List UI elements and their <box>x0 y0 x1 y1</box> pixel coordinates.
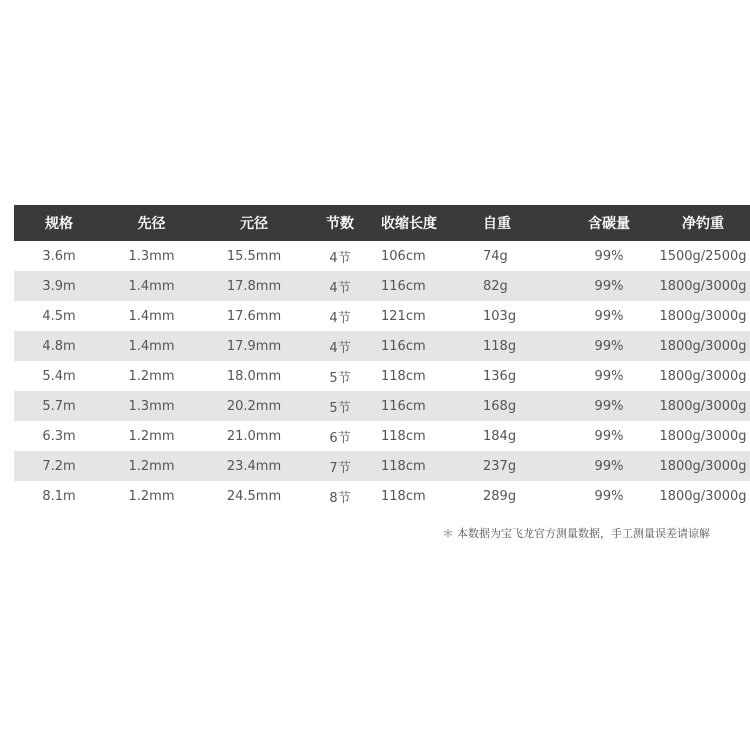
cell-weight: 289g <box>483 488 517 504</box>
cell-sections: 4节 <box>329 340 351 356</box>
cell-weight: 168g <box>483 398 517 414</box>
cell-lift-weight: 1500g/2500g <box>659 248 747 264</box>
cell-closed-length: 118cm <box>381 458 426 474</box>
table-body <box>14 241 750 511</box>
cell-sections: 6节 <box>329 430 351 446</box>
header-sections: 节数 <box>326 216 354 232</box>
cell-weight: 118g <box>483 338 517 354</box>
cell-closed-length: 118cm <box>381 488 426 504</box>
header-weight: 自重 <box>483 216 511 232</box>
cell-weight: 82g <box>483 278 508 294</box>
cell-lift-weight: 1800g/3000g <box>659 488 747 504</box>
cell-closed-length: 116cm <box>381 338 426 354</box>
table-row <box>14 391 750 421</box>
table-row <box>14 481 750 511</box>
cell-lift-weight: 1800g/3000g <box>659 338 747 354</box>
cell-tip-diameter: 1.4mm <box>128 308 175 324</box>
cell-butt-diameter: 21.0mm <box>226 428 282 444</box>
cell-carbon-content: 99% <box>594 278 624 294</box>
table-row <box>14 331 750 361</box>
cell-lift-weight: 1800g/3000g <box>659 278 747 294</box>
table-row <box>14 451 750 481</box>
cell-tip-diameter: 1.2mm <box>128 488 175 504</box>
cell-weight: 184g <box>483 428 517 444</box>
cell-lift-weight: 1800g/3000g <box>659 428 747 444</box>
cell-carbon-content: 99% <box>594 458 624 474</box>
cell-lift-weight: 1800g/3000g <box>659 458 747 474</box>
cell-carbon-content: 99% <box>594 248 624 264</box>
cell-tip-diameter: 1.2mm <box>128 368 175 384</box>
cell-weight: 136g <box>483 368 517 384</box>
table-row <box>14 361 750 391</box>
cell-butt-diameter: 20.2mm <box>226 398 282 414</box>
cell-lift-weight: 1800g/3000g <box>659 308 747 324</box>
cell-sections: 7节 <box>329 460 351 476</box>
cell-spec: 7.2m <box>42 458 76 474</box>
cell-lift-weight: 1800g/3000g <box>659 398 747 414</box>
cell-spec: 4.5m <box>42 308 76 324</box>
table-row <box>14 301 750 331</box>
cell-tip-diameter: 1.2mm <box>128 458 175 474</box>
header-butt-diameter: 元径 <box>240 216 268 232</box>
cell-carbon-content: 99% <box>594 398 624 414</box>
cell-spec: 3.6m <box>42 248 76 264</box>
cell-carbon-content: 99% <box>594 338 624 354</box>
header-carbon-content: 含碳量 <box>588 216 630 232</box>
cell-closed-length: 116cm <box>381 278 426 294</box>
cell-closed-length: 106cm <box>381 248 426 264</box>
cell-butt-diameter: 18.0mm <box>226 368 282 384</box>
cell-carbon-content: 99% <box>594 368 624 384</box>
cell-sections: 4节 <box>329 250 351 266</box>
header-spec: 规格 <box>45 216 73 232</box>
cell-spec: 4.8m <box>42 338 76 354</box>
cell-sections: 5节 <box>329 370 351 386</box>
cell-spec: 6.3m <box>42 428 76 444</box>
cell-tip-diameter: 1.3mm <box>128 248 175 264</box>
cell-tip-diameter: 1.4mm <box>128 278 175 294</box>
cell-spec: 3.9m <box>42 278 76 294</box>
table-header <box>14 205 750 241</box>
cell-butt-diameter: 23.4mm <box>226 458 282 474</box>
header-tip-diameter: 先径 <box>137 216 166 232</box>
cell-carbon-content: 99% <box>594 308 624 324</box>
data-disclaimer-note: ＊ 本数据为宝飞龙官方测量数据，手工测量误差请谅解 <box>442 527 710 540</box>
cell-closed-length: 118cm <box>381 368 426 384</box>
cell-spec: 8.1m <box>42 488 76 504</box>
cell-tip-diameter: 1.3mm <box>128 398 175 414</box>
cell-carbon-content: 99% <box>594 428 624 444</box>
cell-butt-diameter: 17.9mm <box>226 338 282 354</box>
cell-butt-diameter: 17.8mm <box>226 278 282 294</box>
cell-closed-length: 118cm <box>381 428 426 444</box>
cell-tip-diameter: 1.4mm <box>128 338 175 354</box>
cell-closed-length: 121cm <box>381 308 426 324</box>
cell-butt-diameter: 15.5mm <box>226 248 282 264</box>
cell-spec: 5.7m <box>42 398 76 414</box>
header-closed-length: 收缩长度 <box>381 216 437 232</box>
cell-spec: 5.4m <box>42 368 76 384</box>
cell-sections: 4节 <box>329 310 351 326</box>
cell-butt-diameter: 24.5mm <box>226 488 282 504</box>
cell-weight: 237g <box>483 458 517 474</box>
cell-weight: 74g <box>483 248 508 264</box>
spec-table <box>14 205 750 511</box>
cell-carbon-content: 99% <box>594 488 624 504</box>
cell-lift-weight: 1800g/3000g <box>659 368 747 384</box>
table-row <box>14 421 750 451</box>
cell-weight: 103g <box>483 308 517 324</box>
cell-sections: 4节 <box>329 280 351 296</box>
header-row <box>14 205 750 241</box>
header-lift-weight: 净钓重 <box>682 216 724 232</box>
table-row <box>14 271 750 301</box>
table-row <box>14 241 750 271</box>
cell-butt-diameter: 17.6mm <box>226 308 282 324</box>
cell-closed-length: 116cm <box>381 398 426 414</box>
cell-sections: 8节 <box>329 490 351 506</box>
cell-tip-diameter: 1.2mm <box>128 428 175 444</box>
cell-sections: 5节 <box>329 400 351 416</box>
